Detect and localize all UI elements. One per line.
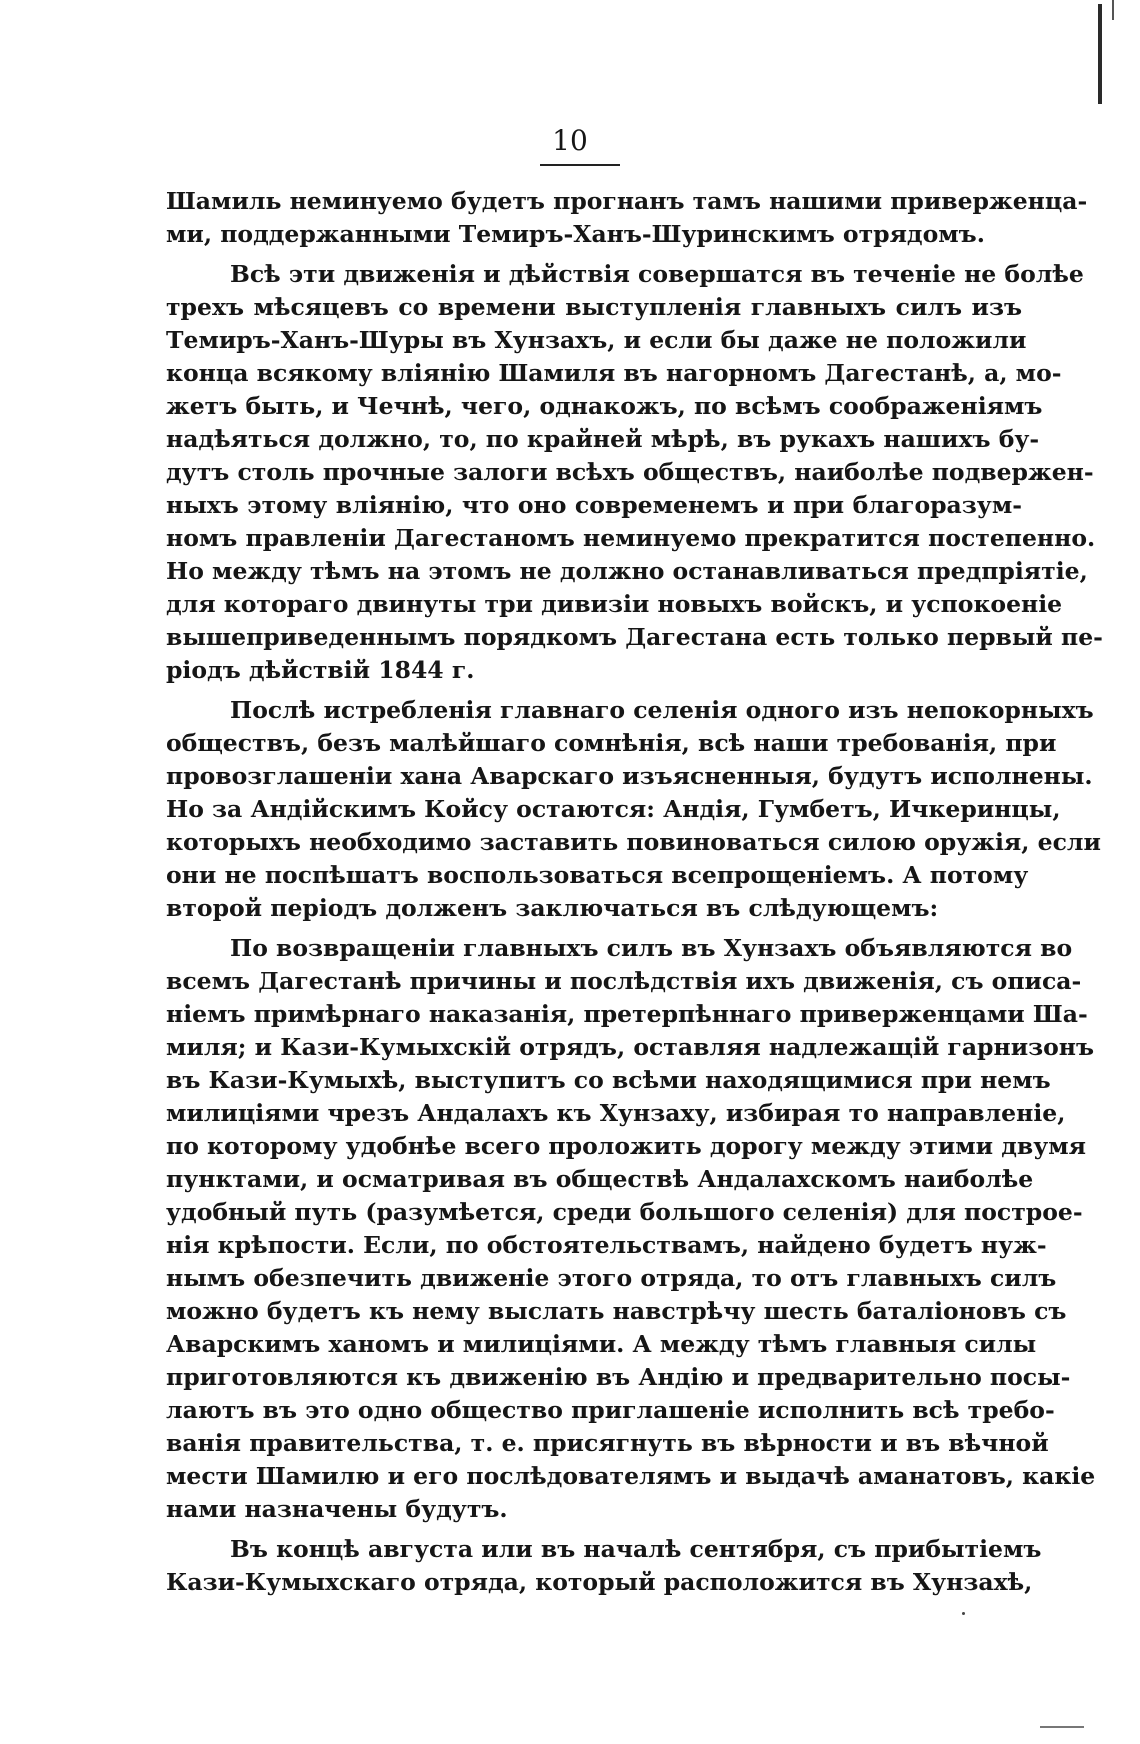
scan-footer-dash bbox=[1040, 1726, 1084, 1728]
text-line: конца всякому вліянію Шамиля въ нагорномъ Дагестанѣ, а, мо- bbox=[166, 359, 1062, 387]
paragraph bbox=[166, 1533, 1042, 1599]
text-line: въ Кази-Кумыхѣ, выступитъ со всѣми находящимися при немъ bbox=[166, 1066, 1051, 1094]
text-line: жетъ быть, и Чечнѣ, чего, однакожъ, по всѣмъ соображеніямъ bbox=[166, 392, 1043, 420]
text-line: милиціями чрезъ Андалахъ къ Хунзаху, избирая то направленіе, bbox=[166, 1099, 1066, 1127]
text-line: по которому удобнѣе всего проложить дорогу между этими двумя bbox=[166, 1132, 1087, 1160]
paragraph bbox=[166, 258, 1103, 687]
text-line: которыхъ необходимо заставить повиноваться силою оружія, если bbox=[166, 828, 1101, 856]
text-line: номъ правленіи Дагестаномъ неминуемо прекратится постепенно. bbox=[166, 524, 1096, 552]
text-line: можно будетъ къ нему выслать навстрѣчу шесть баталіоновъ съ bbox=[166, 1297, 1067, 1325]
text-line: Аварскимъ ханомъ и милиціями. А между тѣмъ главныя силы bbox=[166, 1330, 1037, 1358]
text-line: удобный путь (разумѣется, среди большого селенія) для построе- bbox=[166, 1198, 1083, 1226]
text-line: Темиръ-Ханъ-Шуры въ Хунзахъ, и если бы даже не положили bbox=[166, 326, 1027, 354]
paragraph bbox=[166, 185, 1088, 251]
text-line: приготовляются къ движенію въ Андію и предварительно посы- bbox=[166, 1363, 1071, 1391]
scan-speck bbox=[962, 1612, 965, 1615]
text-line: Кази-Кумыхскаго отряда, который расположится въ Хунзахѣ, bbox=[166, 1568, 1033, 1596]
text-line: нымъ обезпечить движеніе этого отряда, то отъ главныхъ силъ bbox=[166, 1264, 1057, 1292]
text-line: Въ концѣ августа или въ началѣ сентября, съ прибытіемъ bbox=[230, 1535, 1042, 1563]
text-line: лаютъ въ это одно общество приглашеніе исполнить всѣ требо- bbox=[166, 1396, 1055, 1424]
text-line: мести Шамилю и его послѣдователямъ и выдачѣ аманатовъ, какіе bbox=[166, 1462, 1096, 1490]
text-line: для котораго двинуты три дивизіи новыхъ войскъ, и успокоеніе bbox=[166, 590, 1063, 618]
text-line: ванія правительства, т. е. присягнуть въ вѣрности и въ вѣчной bbox=[166, 1429, 1049, 1457]
text-line: Послѣ истребленія главнаго селенія одного изъ непокорныхъ bbox=[230, 696, 1094, 724]
text-line: Но между тѣмъ на этомъ не должно останавливаться предпріятіе, bbox=[166, 557, 1088, 585]
text-line: они не поспѣшатъ воспользоваться всепрощеніемъ. А потому bbox=[166, 861, 1029, 889]
text-line: пунктами, и осматривая въ обществѣ Андалахскомъ наиболѣе bbox=[166, 1165, 1034, 1193]
text-line: надѣяться должно, то, по крайней мѣрѣ, въ рукахъ нашихъ бу- bbox=[166, 425, 1040, 453]
text-line: ніемъ примѣрнаго наказанія, претерпѣннаго приверженцами Ша- bbox=[166, 1000, 1088, 1028]
page-number-rule bbox=[540, 164, 620, 166]
text-line: ми, поддержанными Темиръ-Ханъ-Шуринскимъ отрядомъ. bbox=[166, 220, 985, 248]
paragraph bbox=[166, 694, 1101, 925]
text-line: обществъ, безъ малѣйшаго сомнѣнія, всѣ наши требованія, при bbox=[166, 729, 1057, 757]
text-line: ныхъ этому вліянію, что оно современемъ и при благоразум- bbox=[166, 491, 1022, 519]
text-line: трехъ мѣсяцевъ со времени выступленія главныхъ силъ изъ bbox=[166, 293, 1022, 321]
text-line: Всѣ эти движенія и дѣйствія совершатся въ теченіе не болѣе bbox=[230, 260, 1084, 288]
text-line: Шамиль неминуемо будетъ прогнанъ тамъ нашими приверженца- bbox=[166, 187, 1088, 215]
scan-edge-tick bbox=[1112, 0, 1114, 20]
text-line: Но за Андійскимъ Койсу остаются: Андія, Гумбетъ, Ичкеринцы, bbox=[166, 795, 1061, 823]
page-number: 10 bbox=[552, 124, 588, 157]
text-line: По возвращеніи главныхъ силъ въ Хунзахъ объявляются во bbox=[230, 934, 1073, 962]
text-line: провозглашеніи хана Аварскаго изъясненныя, будутъ исполнены. bbox=[166, 762, 1093, 790]
paragraph bbox=[166, 932, 1096, 1526]
text-line: ріодъ дѣйствій 1844 г. bbox=[166, 656, 475, 684]
text-line: вышеприведеннымъ порядкомъ Дагестана есть только первый пе- bbox=[166, 623, 1103, 651]
scan-edge-mark bbox=[1098, 4, 1102, 104]
text-line: нами назначены будутъ. bbox=[166, 1495, 508, 1523]
text-line: второй періодъ долженъ заключаться въ слѣдующемъ: bbox=[166, 894, 939, 922]
text-line: нія крѣпости. Если, по обстоятельствамъ, найдено будетъ нуж- bbox=[166, 1231, 1047, 1259]
body-text bbox=[166, 185, 1103, 1606]
text-line: миля; и Кази-Кумыхскій отрядъ, оставляя надлежащій гарнизонъ bbox=[166, 1033, 1095, 1061]
text-line: всемъ Дагестанѣ причины и послѣдствія ихъ движенія, съ описа- bbox=[166, 967, 1082, 995]
text-line: дутъ столь прочные залоги всѣхъ обществъ, наиболѣе подвержен- bbox=[166, 458, 1094, 486]
